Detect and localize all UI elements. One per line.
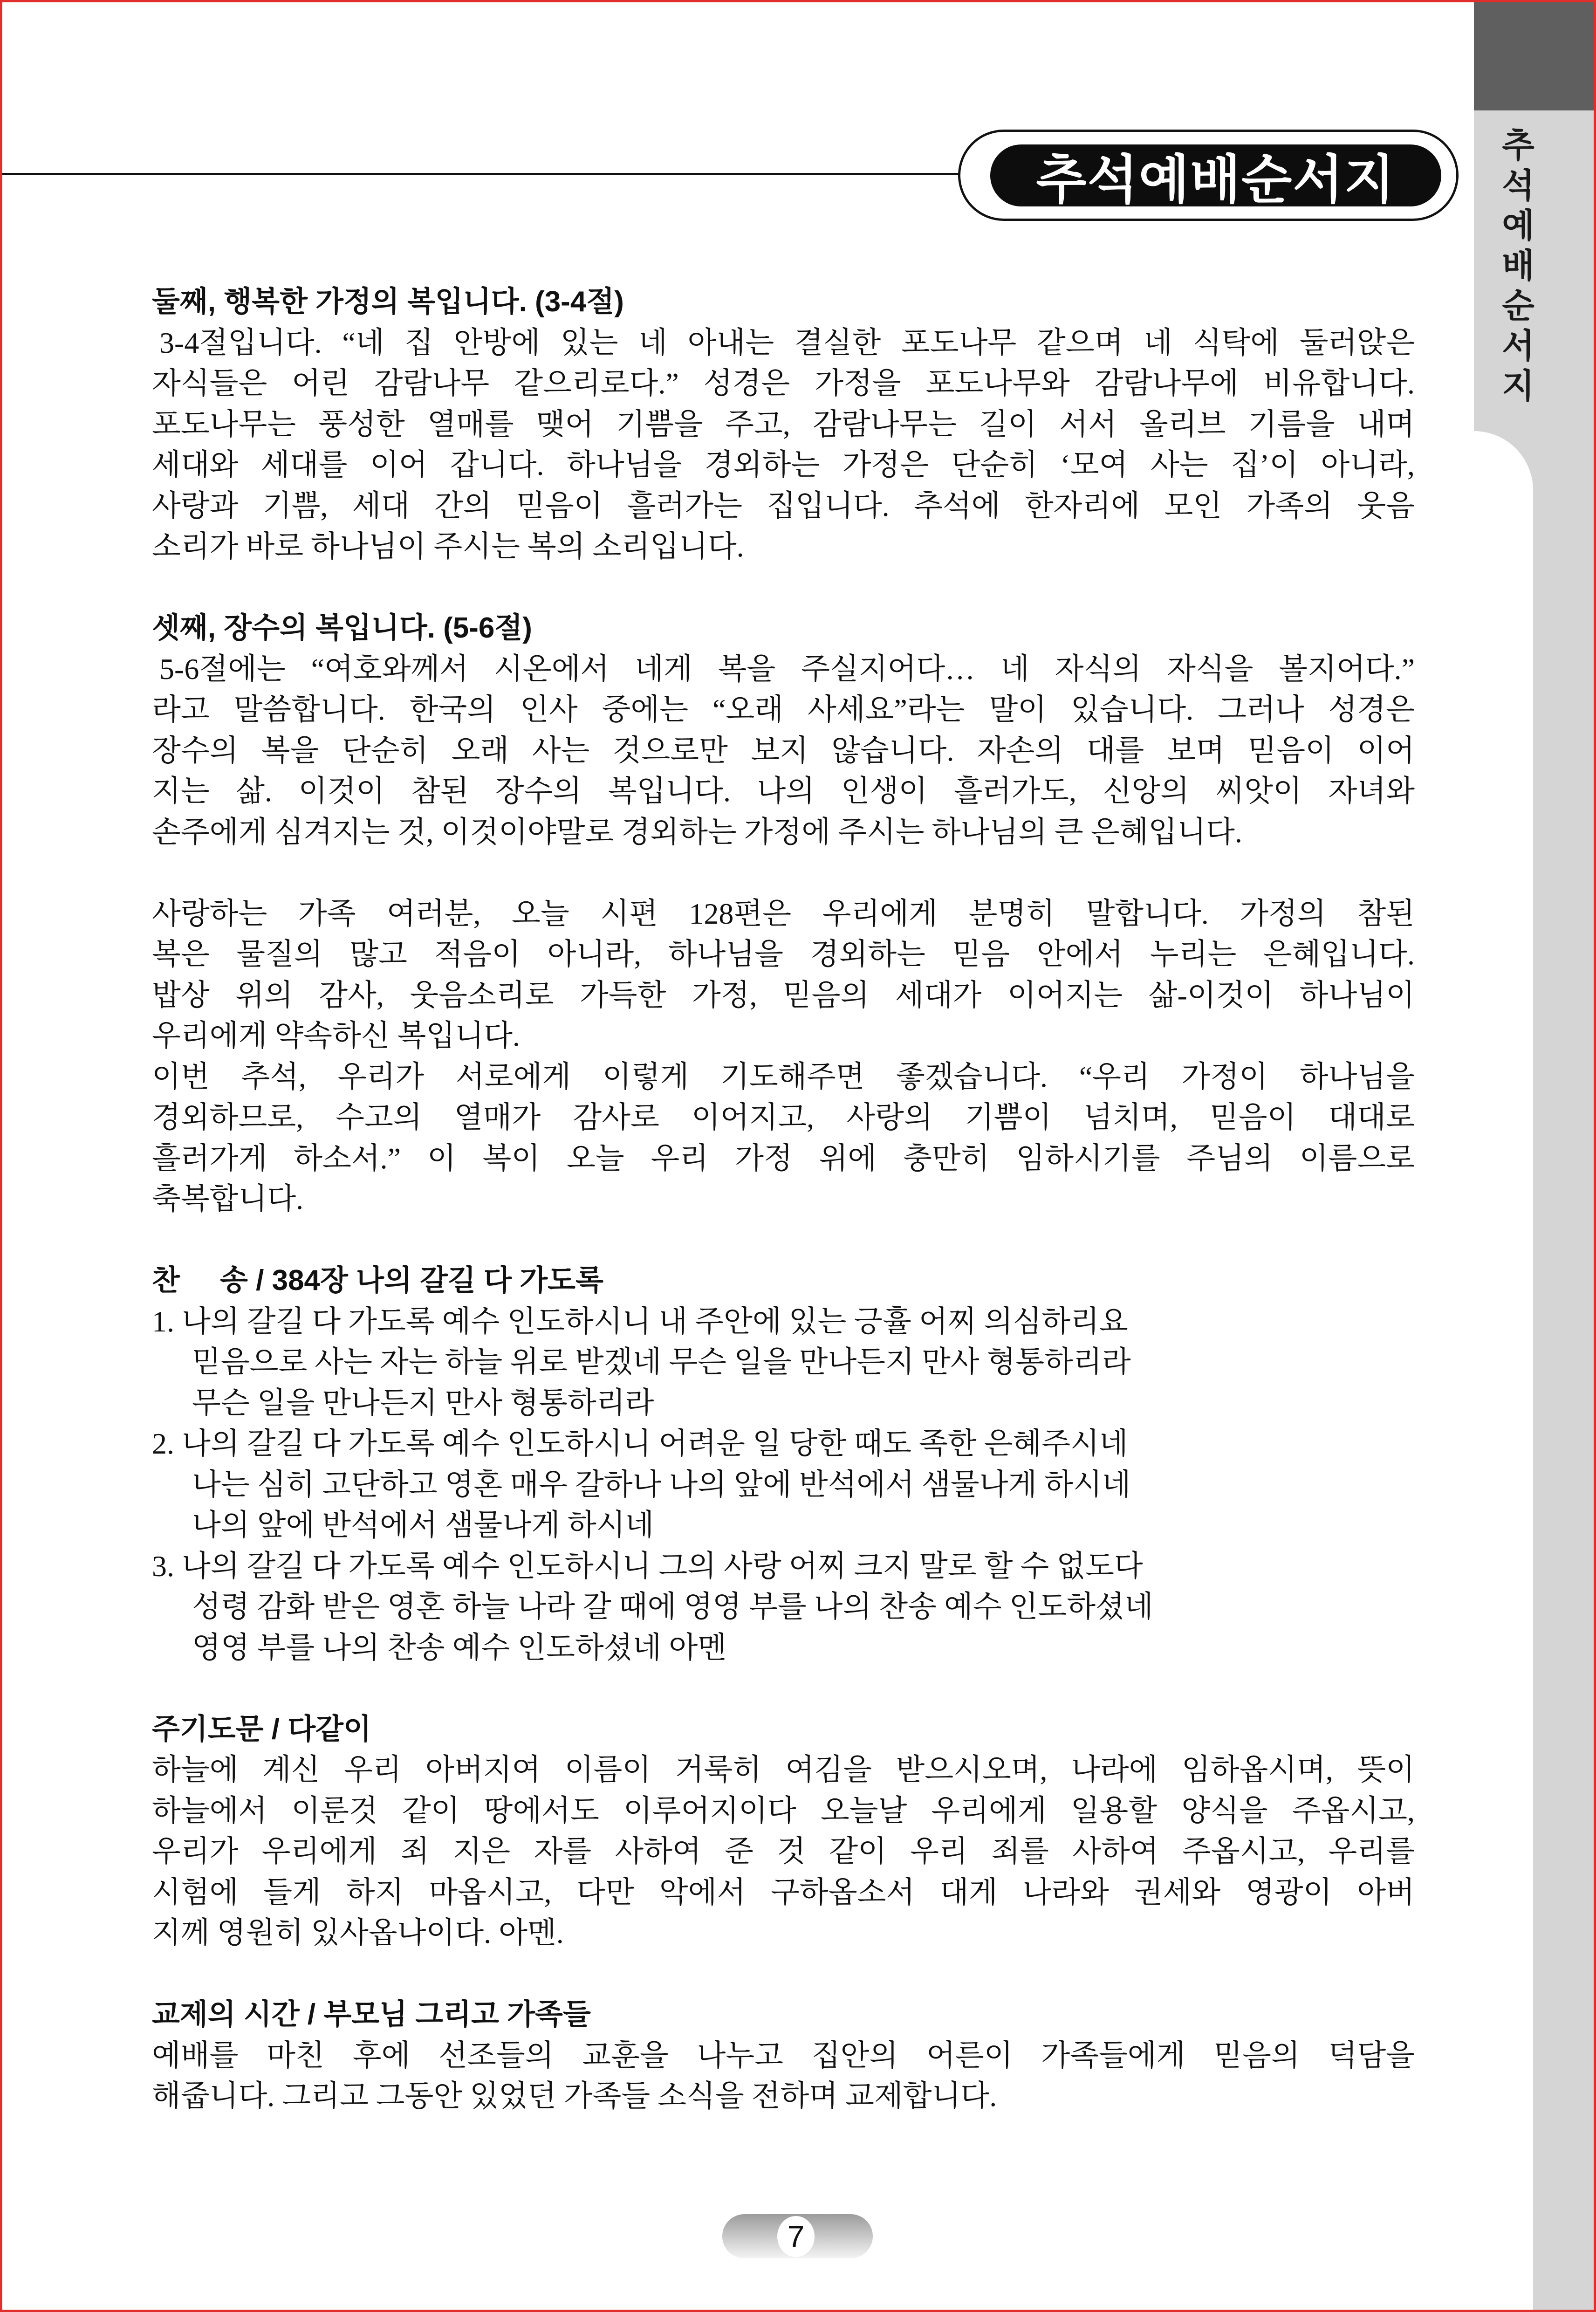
paragraph-line: 손주에게 심겨지는 것, 이것이야말로 경외하는 가정에 주시는 하나님의 큰 은혜입니다. [152, 815, 1242, 849]
document-body [152, 281, 1415, 2117]
paragraph-line: 포도나무는 풍성한 열매를 맺어 기쁨을 주고, 감람나무는 길이 서서 올리브 기름을 내며 [152, 407, 1415, 441]
paragraph-line: 축복합니다. [152, 1182, 304, 1215]
section-heading: 교제의 시간 / 부모님 그리고 가족들 [152, 1998, 591, 2031]
side-tab-char: 석 [1502, 167, 1534, 205]
paragraph-line: 우리가 우리에게 죄 지은 자를 사하여 준 것 같이 우리 죄를 사하여 주옵시고, 우리를 [152, 1835, 1415, 1868]
blank-line [152, 852, 1415, 893]
paragraph-line: 흘러가게 하소서.” 이 복이 오늘 우리 가정 위에 충만히 임하시기를 주님의 이름으로 [152, 1141, 1415, 1175]
hymn-line: 나는 심히 고단하고 영혼 매우 갈하나 나의 앞에 반석에서 샘물나게 하시네 [192, 1468, 1131, 1501]
paragraph-line: 하늘에서 이룬것 같이 땅에서도 이루어지이다 오늘날 우리에게 일용할 양식을 주옵시고, [152, 1794, 1415, 1827]
side-tab-char: 추 [1502, 127, 1534, 165]
paragraph-line: 사랑과 기쁨, 세대 간의 믿음이 흘러가는 집입니다. 추석에 한자리에 모인 가족의 웃음 [152, 489, 1415, 522]
hymn-line: 믿음으로 사는 자는 하늘 위로 받겠네 무슨 일을 만나든지 만사 형통하리라 [192, 1345, 1131, 1379]
hymn-line: 3. 나의 갈길 다 가도록 예수 인도하시니 그의 사랑 어찌 크지 말로 할 수 없도다 [152, 1549, 1143, 1583]
paragraph-line: 세대와 세대를 이어 갑니다. 하나님을 경외하는 가정은 단순히 ‘모여 사는 집’이 아니라, [152, 448, 1415, 481]
paragraph-line: 해줍니다. 그리고 그동안 있었던 가족들 소식을 전하며 교제합니다. [152, 2079, 997, 2113]
paragraph-line: 하늘에 계신 우리 아버지여 이름이 거룩히 여김을 받으시오며, 나라에 임하옵시며, 뜻이 [152, 1753, 1415, 1786]
paragraph-line: 3-4절입니다. “네 집 안방에 있는 네 아내는 결실한 포도나무 같으며 네 식탁에 둘러앉은 [159, 326, 1415, 359]
paragraph-line: 경외하므로, 수고의 열매가 감사로 이어지고, 사랑의 기쁨이 넘치며, 믿음이 대대로 [152, 1101, 1415, 1134]
paragraph-line: 이번 추석, 우리가 서로에게 이렇게 기도해주면 좋겠습니다. “우리 가정이 하나님을 [152, 1060, 1415, 1093]
paragraph-line: 시험에 들게 하지 마옵시고, 다만 악에서 구하옵소서 대게 나라와 권세와 영광이 아버 [152, 1875, 1415, 1909]
hymn-line: 1. 나의 갈길 다 가도록 예수 인도하시니 내 주안에 있는 긍휼 어찌 의심하리요 [152, 1304, 1128, 1338]
paragraph-line: 우리에게 약속하신 복입니다. [152, 1019, 520, 1052]
page-number: 7 [777, 2216, 815, 2257]
blank-line [152, 1668, 1415, 1709]
paragraph-line: 사랑하는 가족 여러분, 오늘 시편 128편은 우리에게 분명히 말합니다. 가정의 참된 [152, 897, 1415, 930]
paragraph-line: 예배를 마친 후에 선조들의 교훈을 나누고 집안의 어른이 가족들에게 믿음의 덕담을 [152, 2038, 1415, 2072]
side-tab-char: 서 [1502, 328, 1534, 365]
side-tab-notch [1474, 431, 1533, 2312]
paragraph-line: 장수의 복을 단순히 오래 사는 것으로만 보지 않습니다. 자손의 대를 보며 믿음이 이어 [152, 734, 1415, 767]
blank-line [152, 1954, 1415, 1995]
hymn-line: 무슨 일을 만나든지 만사 형통하리라 [192, 1386, 654, 1420]
side-tab-char: 순 [1502, 288, 1534, 325]
paragraph-line: 밥상 위의 감사, 웃음소리로 가득한 가정, 믿음의 세대가 이어지는 삶-이것이 하나님이 [152, 978, 1415, 1012]
hymn-line: 영영 부를 나의 찬송 예수 인도하셨네 아멘 [192, 1631, 727, 1664]
blank-line [152, 567, 1415, 608]
side-tab-char: 배 [1502, 247, 1534, 285]
section-heading: 찬 송 / 384장 나의 갈길 다 가도록 [152, 1264, 603, 1297]
header-rule [0, 173, 960, 175]
paragraph-line: 지는 삶. 이것이 참된 장수의 복입니다. 나의 인생이 흘러가도, 신앙의 씨앗이 자녀와 [152, 775, 1415, 808]
paragraph-line: 라고 말씀합니다. 한국의 인사 중에는 “오래 사세요”라는 말이 있습니다. 그러나 성경은 [152, 693, 1415, 726]
paragraph-line: 복은 물질의 많고 적음이 아니라, 하나님을 경외하는 믿음 안에서 누리는 은혜입니다. [152, 938, 1415, 971]
side-tab-char: 지 [1502, 368, 1534, 405]
section-heading: 주기도문 / 다같이 [152, 1713, 371, 1745]
page-title: 추석예배순서지 [990, 144, 1441, 206]
hymn-line: 2. 나의 갈길 다 가도록 예수 인도하시니 어려운 일 당한 때도 족한 은혜주시네 [152, 1427, 1128, 1460]
hymn-line: 성령 감화 받은 영혼 하늘 나라 갈 때에 영영 부를 나의 찬송 예수 인도하셨네 [192, 1590, 1153, 1623]
side-tab-dark-band [1474, 0, 1596, 110]
paragraph-line: 5-6절에는 “여호와께서 시온에서 네게 복을 주실지어다… 네 자식의 자식을 볼지어다.” [159, 652, 1415, 686]
hymn-line: 나의 앞에 반석에서 샘물나게 하시네 [192, 1509, 654, 1542]
side-tab-char: 예 [1502, 207, 1534, 245]
side-tab-label [1493, 126, 1544, 406]
section-heading: 둘째, 행복한 가정의 복입니다. (3-4절) [152, 286, 624, 318]
section-heading: 셋째, 장수의 복입니다. (5-6절) [152, 612, 532, 644]
paragraph-line: 지께 영원히 있사옵나이다. 아멘. [152, 1916, 564, 1949]
paragraph-line: 자식들은 어린 감람나무 같으리로다.” 성경은 가정을 포도나무와 감람나무에 비유합니다. [152, 367, 1415, 400]
blank-line [152, 1220, 1415, 1261]
paragraph-line: 소리가 바로 하나님이 주시는 복의 소리입니다. [152, 530, 744, 563]
